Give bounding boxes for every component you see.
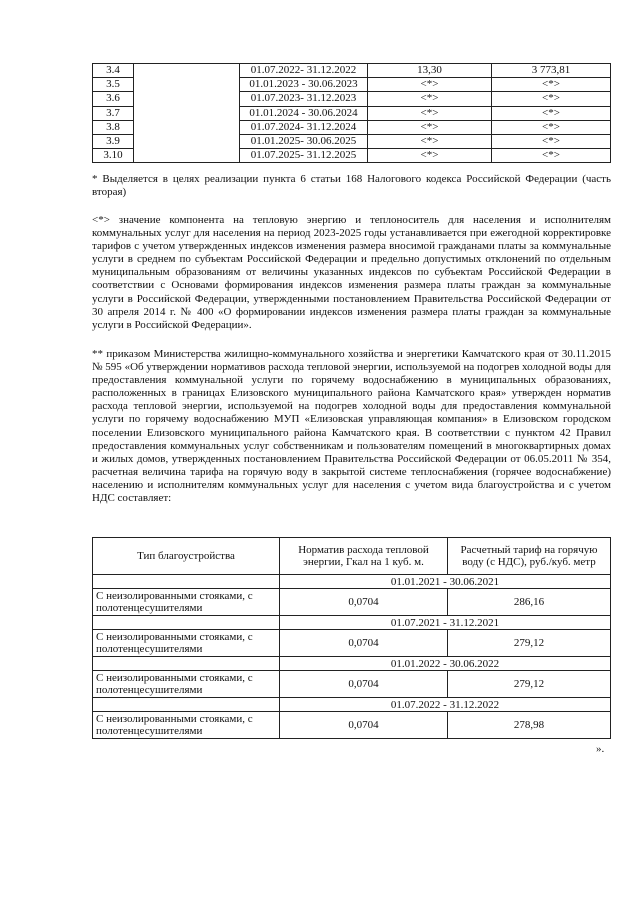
row-value-1: <*>: [368, 134, 492, 148]
row-value-2: <*>: [492, 120, 611, 134]
row-period: 01.01.2024 - 30.06.2024: [240, 106, 368, 120]
closing-quote-mark: ».: [596, 743, 605, 755]
row-value-1: <*>: [368, 120, 492, 134]
row-value-1: <*>: [368, 106, 492, 120]
row-period: 01.07.2023- 31.12.2023: [240, 92, 368, 106]
table-row: [93, 64, 611, 78]
tariff-value: 286,16: [448, 589, 611, 616]
period-label: 01.07.2022 - 31.12.2022: [280, 698, 611, 712]
row-number: 3.4: [93, 64, 134, 78]
row-value-2: <*>: [492, 78, 611, 92]
period-label: 01.07.2021 - 31.12.2021: [280, 616, 611, 630]
amenity-type: С неизолированными стояками, с полотенцесушителями: [93, 671, 280, 698]
row-number: 3.7: [93, 106, 134, 120]
period-label: 01.01.2021 - 30.06.2021: [280, 575, 611, 589]
table-row: [93, 671, 611, 698]
hot-water-tariff-table: [92, 537, 611, 739]
row-value-2: <*>: [492, 106, 611, 120]
footnote-angle-star: <*> значение компонента на тепловую энергию и теплоноситель для населения и исполнителям коммунальных услуг для населения на период 2023-2025 годы устанавливается при ежегодной корректировке тарифов с учетом утвержденных индексов изменения размера вносимой гражданами платы за коммунальные услуги в среднем по субъектам Российской Федерации и предельно допустимых отклонений по отдельным муниципальным образованиям от величины указанных индексов по субъектам Российской Федерации в соответствии с Основами формирования индексов изменения размера платы граждан за коммунальные услуги в Российской Федерации, утвержденными постановлением Правительства Российской Федерации от 30 апреля 2014 г. № 400 «О формировании индексов изменения размера платы граждан за коммунальные услуги в Российской Федерации».: [92, 214, 611, 331]
row-number: 3.6: [93, 92, 134, 106]
row-period: 01.01.2025- 30.06.2025: [240, 134, 368, 148]
table-row: [93, 712, 611, 739]
period-label: 01.01.2022 - 30.06.2022: [280, 657, 611, 671]
header-tariff: Расчетный тариф на горячую воду (с НДС), руб./куб. метр: [448, 538, 611, 575]
norm-value: 0,0704: [280, 630, 448, 657]
row-period: 01.07.2025- 31.12.2025: [240, 149, 368, 163]
footnote-double-star: ** приказом Министерства жилищно-коммунального хозяйства и энергетики Камчатского края от 30.11.2015 № 595 «Об утверждении нормативов расхода тепловой энергии, используемой на подогрев холодной воды для предоставления коммунальной услуги по горячему водоснабжению в муниципальных образованиях, расположенных в границах Елизовского муниципального района Камчатского края» утвержден норматив расхода тепловой энергии, используемой на подогрев холодной воды для предоставления коммунальной услуги по горячему водоснабжению МУП «Елизовская управляющая компания» в Елизовском городском поселении Елизовского муниципального района Камчатского края. В соответствии с пунктом 42 Правил предоставления коммунальных услуг собственникам и пользователям помещений в многоквартирных домах и жилых домов, утвержденных постановлением Правительства Российской Федерации от 06.05.2011 № 354, расчетная величина тарифа на горячую воду в закрытой системе теплоснабжения (горячее водоснабжение) населению и исполнителям коммунальных услуг для населения с учетом вида благоустройства и с учетом НДС составляет:: [92, 348, 611, 505]
merged-empty-cell: [134, 64, 240, 163]
row-value-2: <*>: [492, 134, 611, 148]
row-value-2: 3 773,81: [492, 64, 611, 78]
tariff-value: 279,12: [448, 630, 611, 657]
row-number: 3.9: [93, 134, 134, 148]
tariff-table-continuation: [92, 63, 611, 163]
row-period: 01.07.2024- 31.12.2024: [240, 120, 368, 134]
tariff-value: 278,98: [448, 712, 611, 739]
row-value-2: <*>: [492, 92, 611, 106]
table-row: [93, 589, 611, 616]
header-norm: Норматив расхода тепловой энергии, Гкал на 1 куб. м.: [280, 538, 448, 575]
amenity-type: С неизолированными стояками, с полотенцесушителями: [93, 589, 280, 616]
row-value-2: <*>: [492, 149, 611, 163]
row-number: 3.8: [93, 120, 134, 134]
row-number: 3.5: [93, 78, 134, 92]
tariff-value: 279,12: [448, 671, 611, 698]
row-period: 01.01.2023 - 30.06.2023: [240, 78, 368, 92]
row-value-1: <*>: [368, 149, 492, 163]
header-type: Тип благоустройства: [93, 538, 280, 575]
norm-value: 0,0704: [280, 712, 448, 739]
period-row: [93, 616, 611, 630]
row-period: 01.07.2022- 31.12.2022: [240, 64, 368, 78]
period-row: [93, 575, 611, 589]
norm-value: 0,0704: [280, 671, 448, 698]
period-row: [93, 698, 611, 712]
amenity-type: С неизолированными стояками, с полотенцесушителями: [93, 712, 280, 739]
row-value-1: 13,30: [368, 64, 492, 78]
row-value-1: <*>: [368, 78, 492, 92]
period-row: [93, 657, 611, 671]
row-value-1: <*>: [368, 92, 492, 106]
table-row: [93, 630, 611, 657]
amenity-type: С неизолированными стояками, с полотенцесушителями: [93, 630, 280, 657]
table-header-row: [93, 538, 611, 575]
norm-value: 0,0704: [280, 589, 448, 616]
row-number: 3.10: [93, 149, 134, 163]
footnote-star: * Выделяется в целях реализации пункта 6 статьи 168 Налогового кодекса Российской Федерации (часть вторая): [92, 173, 611, 199]
